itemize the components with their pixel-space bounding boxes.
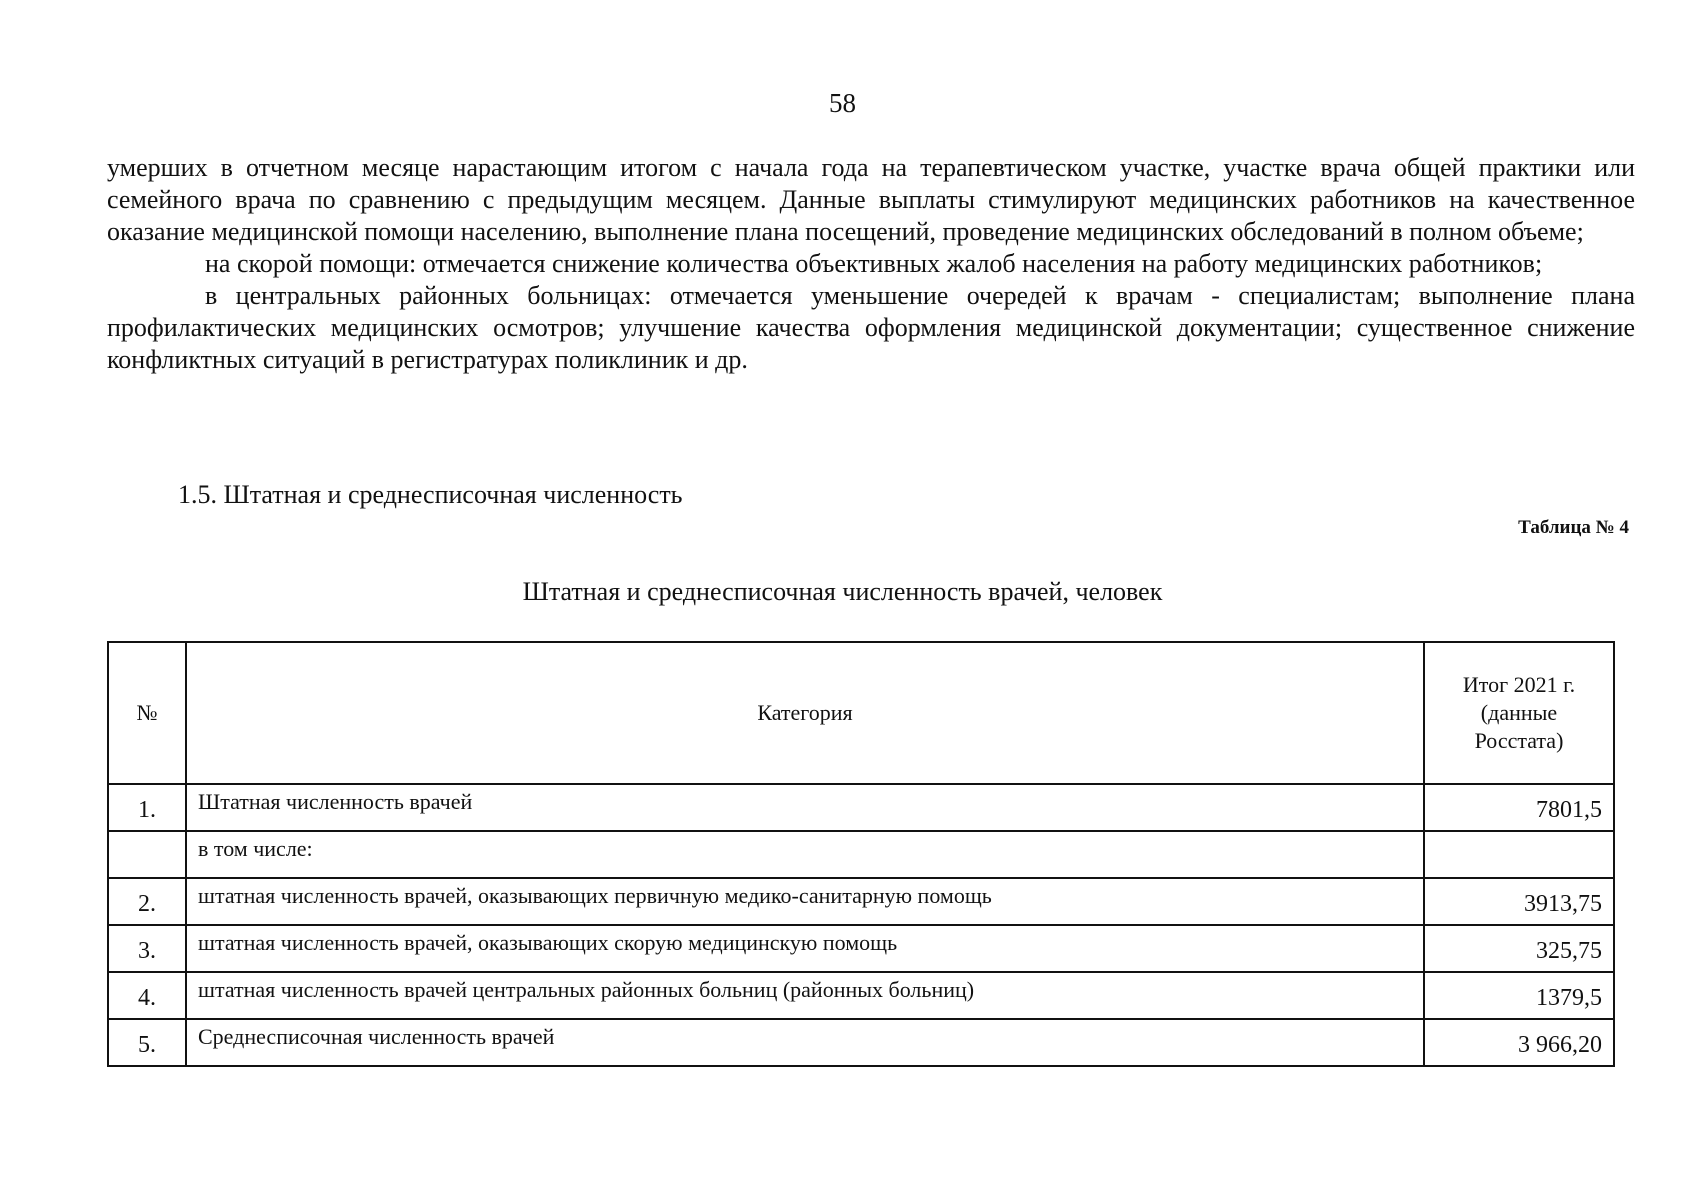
row-number: 4. bbox=[108, 972, 186, 1019]
row-value: 325,75 bbox=[1424, 925, 1614, 972]
header-value-line: (данные bbox=[1480, 700, 1558, 725]
row-category: в том числе: bbox=[186, 831, 1424, 878]
header-value-line: Итог 2021 г. bbox=[1462, 672, 1576, 697]
table-row bbox=[108, 972, 1614, 1019]
row-number: 3. bbox=[108, 925, 186, 972]
row-number bbox=[108, 831, 186, 878]
row-value: 3913,75 bbox=[1424, 878, 1614, 925]
table-row bbox=[108, 878, 1614, 925]
row-value: 7801,5 bbox=[1424, 784, 1614, 831]
paragraph: в центральных районных больницах: отмечается уменьшение очередей к врачам - специалистам; выполнение плана профилактических медицинских осмотров; улучшение качества оформления медицинской документации; существенное снижение конфликтных ситуаций в регистратурах поликлиник и др. bbox=[107, 281, 1635, 374]
row-value bbox=[1424, 831, 1614, 878]
table-row bbox=[108, 1019, 1614, 1066]
paragraph: умерших в отчетном месяце нарастающим итогом с начала года на терапевтическом участке, участке врача общей практики или семейного врача по сравнению с предыдущим месяцем. Данные выплаты стимулируют медицинских работников на качественное оказание медицинской помощи населению, выполнение плана посещений, проведение медицинских обследований в полном объеме; bbox=[107, 153, 1635, 246]
page-number: 58 bbox=[829, 88, 856, 118]
row-category: Штатная численность врачей bbox=[186, 784, 1424, 831]
table-title: Штатная и среднесписочная численность врачей, человек bbox=[522, 577, 1163, 606]
header-value bbox=[1424, 642, 1614, 784]
row-category: штатная численность врачей центральных районных больниц (районных больниц) bbox=[186, 972, 1424, 1019]
row-category: Среднесписочная численность врачей bbox=[186, 1019, 1424, 1066]
table-row bbox=[108, 831, 1614, 878]
table-header-row bbox=[108, 642, 1614, 784]
section-heading: 1.5. Штатная и среднесписочная численность bbox=[178, 480, 683, 509]
row-number: 5. bbox=[108, 1019, 186, 1066]
row-value: 1379,5 bbox=[1424, 972, 1614, 1019]
paragraph: на скорой помощи: отмечается снижение количества объективных жалоб населения на работу медицинских работников; bbox=[205, 249, 1543, 278]
table-row bbox=[108, 925, 1614, 972]
row-value: 3 966,20 bbox=[1424, 1019, 1614, 1066]
row-category: штатная численность врачей, оказывающих скорую медицинскую помощь bbox=[186, 925, 1424, 972]
row-category: штатная численность врачей, оказывающих первичную медико-санитарную помощь bbox=[186, 878, 1424, 925]
row-number: 1. bbox=[108, 784, 186, 831]
table-row bbox=[108, 784, 1614, 831]
header-value-line: Росстата) bbox=[1474, 728, 1564, 753]
header-num: № bbox=[108, 642, 186, 784]
table-number: Таблица № 4 bbox=[1518, 517, 1629, 538]
header-category: Категория bbox=[186, 642, 1424, 784]
body-text bbox=[107, 152, 1635, 376]
row-number: 2. bbox=[108, 878, 186, 925]
staff-table bbox=[107, 641, 1615, 1067]
